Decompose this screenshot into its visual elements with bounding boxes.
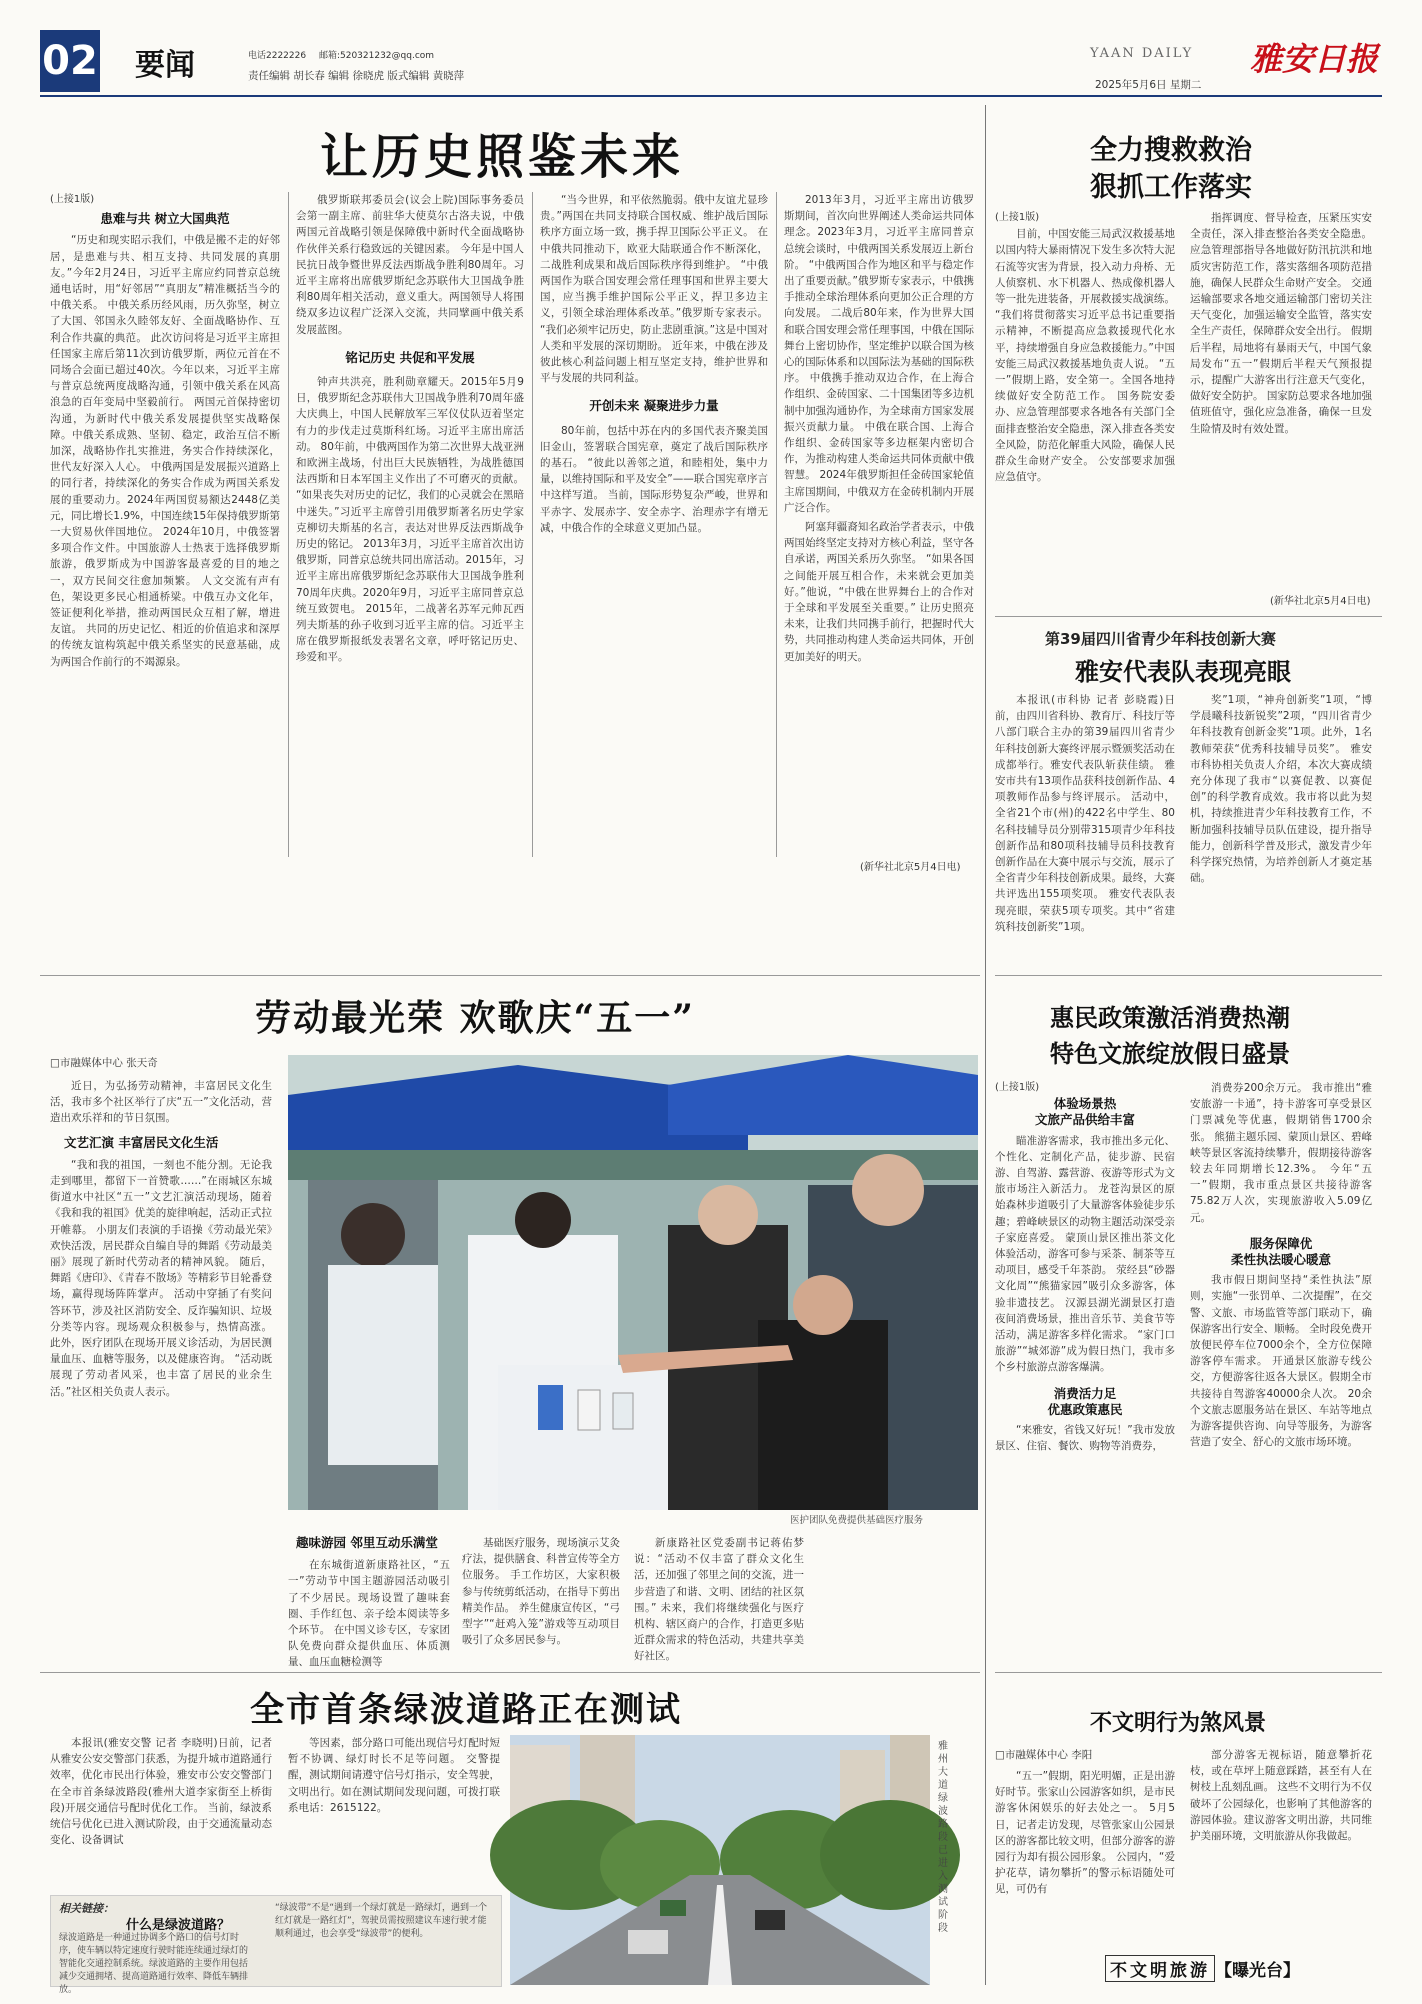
- footer-tag-bracket: 【曝光台】: [1215, 1960, 1300, 1981]
- page-number-box: 02: [40, 30, 100, 92]
- article3-col2: [1190, 692, 1372, 962]
- contact-line: [248, 48, 434, 61]
- article4-col2-text: 在东城街道新康路社区，“五一”劳动节中国主题游园活动吸引了不少居民。现场设置了趣味套圈、手作红包、亲子绘本阅读等多个环节。 在中国义诊专区，专家团队免费向群众提供血压、体质测量、血压血糖检测等: [288, 1559, 450, 1669]
- article7-col2-text: 部分游客无视标语，随意攀折花枝，或在草坪上随意踩踏，甚至有人在树枝上乱刻乱画。 这些不文明行为不仅破坏了公园绿化，也影响了其他游客的游园体验。建议游客文明出游，共同维护美丽环境，文明旅游从你我做起。: [1190, 1749, 1372, 1843]
- article2-col1: [995, 210, 1175, 605]
- article4-sub2: 趣味游园 邻里互动乐满堂: [296, 1535, 438, 1550]
- divider: [995, 616, 1382, 617]
- editors-line: 责任编辑 胡长春 编辑 徐晓虎 版式编辑 黄晓萍: [248, 70, 465, 82]
- article1-col1: [50, 192, 280, 857]
- article7-title: 不文明行为煞风景: [1090, 1710, 1267, 1736]
- article1-col3: [540, 192, 768, 857]
- article5-col2-top: 消费券200余万元。 我市推出“雅安旅游一卡通”，持卡游客可享受景区门票减免等优惠，假期销售1700余张。 熊猫主题乐园、蒙顶山景区、碧峰峡等景区客流持续攀升，假期接待游客较去年同期增长12.3%。 今年“五一”假期，我市重点景区共接待游客75.82万人次，实现旅游收入5.09亿元。: [1190, 1082, 1372, 1224]
- article3-overline: 第39届四川省青少年科技创新大赛: [1045, 630, 1276, 648]
- brand-logo: 雅安日报: [1250, 40, 1379, 78]
- article7-col1-text: “五一”假期，阳光明媚，正是出游好时节。张家山公园游客如织，是市民游客休闲娱乐的好去处之一。 5月5日，记者走访发现，尽管张家山公园景区的游客都比较文明，但部分游客的游园行为却有损公园形象。 公园内，“爱护花草，请勿攀折”的警示标语随处可见，可仍有: [995, 1770, 1175, 1896]
- article6-title: 全市首条绿波道路正在测试: [250, 1690, 682, 1730]
- divider: [532, 192, 533, 857]
- section-name: 要闻: [135, 48, 195, 83]
- article6-col2: [288, 1735, 500, 1885]
- divider: [40, 1672, 980, 1673]
- article4-col3-text: 基础医疗服务，现场演示艾灸疗法，提供膳食、科普宣传等全方位服务。 手工作坊区，大家积极参与传统剪纸活动，在指导下剪出精美作品。 养生健康宣传区，“弓型字”“赶鸡入笼”游戏等互动项目吸引了众多居民参与。: [462, 1537, 620, 1647]
- article7-byline: □市融媒体中心 李阳: [995, 1749, 1093, 1761]
- divider: [995, 975, 1382, 976]
- article4-photo-caption: 医护团队免费提供基础医疗服务: [790, 1515, 924, 1526]
- related-link-text-2: “绿波带”不是“遇到一个绿灯就是一路绿灯，遇到一个红灯就是一路红灯”，驾驶员需按照建议车速行驶才能顺利通过，也会享受“绿波带”的便利。: [275, 1903, 487, 1939]
- email: 邮箱:520321232@qq.com: [318, 51, 435, 61]
- article4-col4: [634, 1535, 804, 1665]
- divider: [288, 192, 289, 857]
- article4-sub1: 文艺汇演 丰富居民文化生活: [64, 1134, 219, 1150]
- brand-en: YAAN DAILY: [1090, 46, 1194, 61]
- article1-col2: [296, 192, 524, 857]
- article2-col2-text: 指挥调度、督导检查，压紧压实安全责任，深入排查整治各类安全隐患。 应急管理部指导各地做好防汛抗洪和地质灾害防范工作，落实落细各项防范措施，确保人民群众生命财产安全。 交通运输部要求各地交通运输部门密切关注天气变化，加强运输安全监管，落实安全生产责任，保障群众安全出行。 假期后半程，局地将有暴雨天气，中国气象局发布“五一”假期后半程天气预报提示，提醒广大游客出行注意天气变化，做好安全防护。 国家防总要求各地加强值班值守，强化应急准备，确保一旦发生险情及时有效处置。: [1190, 212, 1372, 435]
- article5-sub2b: 优惠政策惠民: [1047, 1401, 1123, 1417]
- footer-column-tag: [1105, 1955, 1300, 1981]
- article1-col2-head: 铭记历史 共促和平发展: [345, 349, 475, 365]
- medical-scene-illustration: [288, 1055, 978, 1510]
- article4-col4-text: 新康路社区党委副书记蒋佑梦说：“活动不仅丰富了群众文化生活，还加强了邻里之间的交流，进一步营造了和谐、文明、团结的社区氛围。” 未来，我们将继续强化与医疗机构、辖区商户的合作，打造更多贴近群众需求的特色活动，共建共享美好社区。: [634, 1537, 804, 1663]
- article4-byline: □市融媒体中心 张天奇: [50, 1057, 158, 1069]
- green-wave-road-photo: [510, 1735, 930, 1985]
- header-date: 2025年5月6日 星期二: [1095, 79, 1202, 91]
- article2-title-1: 全力搜救救治: [1090, 135, 1252, 166]
- footer-tag-text: 不文明旅游: [1105, 1955, 1215, 1982]
- article3-col1-text: 本报讯(市科协 记者 彭晓霞)日前，由四川省科协、教育厅、科技厅等八部门联合主办的第39届四川省青少年科技创新大赛终评展示暨颁奖活动在成都举行。雅安代表队斩获佳绩。 雅安市共有13项作品获科技创新作品、4项教师作品参与终评展示。 活动中，全省21个市(州)的422名中学生、80名科技辅导员分别带315项青少年科技创新作品和80项科技辅导员科技教育创新作品在大赛中展示与交流，展示了全省青少年科技创新成果。最终，大赛共评选出155项奖项。 雅安代表队表现亮眼，荣获5项专项奖。其中“省建筑科技创新奖”1项。: [995, 694, 1175, 933]
- article6-col2-text: 等因素，部分路口可能出现信号灯配时短暂不协调、绿灯时长不足等问题。 交警提醒，测试期间请遵守信号灯指示，安全驾驶，文明出行。如在测试期间发现问题，可拨打联系电话：2615122。: [288, 1737, 500, 1814]
- article5-col2-b: 我市假日期间坚持“柔性执法”原则，实施“一张罚单、二次提醒”，在交警、文旅、市场监管等部门联动下，确保游客出行安全、顺畅。 全时段免费开放便民停车位7000余个，全方位保障游客停车需求。 开通景区旅游专线公交，方便游客往返各大景区。假期全市共接待自驾游客40000余人次。 20余个文旅志愿服务站在景区、车站等地点为游客提供咨询、向导等服务，为游客营造了安全、舒心的文旅市场环境。: [1190, 1274, 1372, 1449]
- article5-col1-end: “来雅安，省钱又好玩！”我市发放景区、住宿、餐饮、购物等消费券，: [995, 1424, 1175, 1453]
- article1-col3-head: 开创未来 凝聚进步力量: [589, 398, 719, 414]
- article7-col2: [1190, 1747, 1372, 1947]
- article7-col1: [995, 1768, 1175, 1948]
- article1-col1-text: “历史和现实昭示我们，中俄是搬不走的好邻居，是患难与共、相互支持、共同发展的真朋友。”今年2月24日，习近平主席应约同普京总统通电话时，用“好邻居”“真朋友”精准概括当今的中俄关系。 中俄关系历经风雨，历久弥坚，树立了大国、邻国永久睦邻友好、全面战略协作、互利合作共赢的典范。 此次访问将是习近平主席担任国家主席后第11次到访俄罗斯，两位元首在不同场合会面已超过40次。今年以来，习近平主席与普京总统两度战略沟通，引领中俄关系在风高浪急的百年变局中坚毅前行。 两国元首保持密切沟通，为新时代中俄关系发展提供坚实战略保障。中俄关系成熟、坚韧、稳定，政治互信不断加深，战略协作扎实推进，务实合作持续深化，世代友好深入人心。 中俄两国是发展振兴道路上的同行者，持续深化的务实合作成为两国关系发展的重要动力。2024年两国贸易额达2448亿美元，同比增长1.9%，中国连续15年保持俄罗斯第一大贸易伙伴国地位。 2024年10月，中俄签署多项合作文件。中国旅游人士热衷于选择俄罗斯旅游，俄罗斯成为中国游客最喜爱的目的地之一，双方民间交往愈加频繁。 人文交流有声有色，架设更多民心相通桥梁。中俄互办文化年，签证便利化举措，推动两国民众互相了解，增进友谊。 共同的历史记忆、相近的价值追求和深厚的传统友谊构筑起中俄关系坚实的民意基础，成为两国合作前行的不竭源泉。: [50, 234, 280, 668]
- divider: [40, 975, 980, 976]
- article1-title: 让历史照鉴未来: [320, 129, 685, 185]
- article5-col1-text: 瞄准游客需求，我市推出多元化、个性化、定制化产品，徒步游、民宿游、自驾游、露营游、夜游等形式为文旅市场注入新活力。 龙苍沟景区的原始森林步道吸引了大量游客体验徒步乐趣；碧峰峡景区的动物主题活动深受亲子家庭喜爱。 蒙顶山景区推出茶文化体验活动，游客可参与采茶、制茶等互动项目，感受千年茶韵。 荥经县“砂器文化周”“熊猫家园”吸引众多游客，体验非遗技艺。 汉源县湖光湖景区打造夜间消费场景，推出音乐节、美食节等活动，满足游客多样化需求。 “家门口旅游”“城郊游”成为假日热门，我市多个乡村旅游点游客爆满。: [995, 1134, 1175, 1374]
- article5-sub1: 体验场景热: [1053, 1096, 1117, 1112]
- medical-service-photo: [288, 1055, 978, 1510]
- article2-source: (新华社北京5月4日电): [1270, 596, 1371, 607]
- road-scene-illustration: [510, 1735, 930, 1985]
- article1-col4-text-a: 2013年3月，习近平主席出访俄罗斯期间，首次向世界阐述人类命运共同体理念。2023年3月，习近平主席同普京总统会谈时，中俄两国关系发展迈上新台阶。 “中俄两国合作为地区和平与稳定作出了重要贡献。”俄罗斯专家表示，中俄携手推动全球治理体系向更加公正合理的方向发展。 二战后80年来，作为世界大国和联合国安理会常任理事国，中俄在国际舞台上密切协作，坚定维护以联合国为核心的国际体系和以国际法为基础的国际秩序。 中俄携手推动双边合作，在上海合作组织、金砖国家、二十国集团等多边机制中加强沟通协作，为全球南方国家发展振兴贡献力量。 中俄在联合国、上海合作组织、金砖国家等多边框架内密切合作，为推动构建人类命运共同体贡献中俄智慧。 2024年俄罗斯担任金砖国家轮值主席国期间，中俄双方在金砖机制内开展广泛合作。: [784, 194, 974, 514]
- article5-sub1b: 文旅产品供给丰富: [1034, 1112, 1135, 1128]
- article2-col2: [1190, 210, 1372, 590]
- article4-col1-text: “我和我的祖国，一刻也不能分割。无论我走到哪里，都留下一首赞歌……”在雨城区东城街道水中社区“五一”文艺汇演活动现场，随着《我和我的祖国》优美的旋律响起，活动正式拉开帷幕。 小朋友们表演的手语操《劳动最光荣》欢快活泼，居民群众自编自导的舞蹈《劳动最美丽》展现了新时代劳动者的精神风貌。 随后，舞蹈《唐印》、《青春不散场》等精彩节目轮番登场，赢得现场阵阵掌声。 活动中穿插了有奖问答环节，涉及社区消防安全、反诈骗知识、垃圾分类等内容。现场观众积极参与，热情高涨。 此外，医疗团队在现场开展义诊活动，为居民测量血压、血糖等服务，以及健康咨询。 “活动既展现了劳动者风采，也丰富了居民的业余生活。”社区相关负责人表示。: [50, 1158, 272, 1398]
- article1-col2-text-a: 俄罗斯联邦委员会(议会上院)国际事务委员会第一副主席、前驻华大使莫尔古洛夫说，中俄两国元首战略引领是保障俄中新时代全面战略协作伙伴关系行稳致远的关键因素。 今年是中国人民抗日战争暨世界反法西斯战争胜利80周年。习近平主席将出席俄罗斯纪念苏联伟大卫国战争胜利80周年相关活动，意义重大。两国领导人将围绕双多边议程广泛深入交流，共同擘画中俄关系发展蓝图。: [296, 194, 524, 336]
- article1-col2-text-b: 钟声共洪亮，胜利勋章耀天。2015年5月9日，俄罗斯纪念苏联伟大卫国战争胜利70周年盛大庆典上，中国人民解放军三军仪仗队迈着坚定有力的步伐走过莫斯科红场。习近平主席出席活动。 80年前，中俄两国作为第二次世界大战亚洲和欧洲主战场，付出巨大民族牺牲，为战胜德国法西斯和日本军国主义作出了不可磨灭的贡献。 “如果丧失对历史的记忆，我们的心灵就会在黑暗中迷失。”习近平主席曾引用俄罗斯著名历史学家克柳切夫斯基的名言，表达对世界反法西斯战争历史的铭记。 2013年3月，习近平主席首次出访俄罗斯，同普京总统共同出席活动。2015年，习近平主席出席俄罗斯纪念苏联伟大卫国战争胜利70周年庆典。2020年9月，习近平主席同普京总统互致贺电。 2015年，二战著名苏军元帅瓦西列夫斯基的孙子收到习近平主席的信。习近平主席在俄罗斯报纸发表署名文章，呼吁铭记历史、珍爱和平。: [296, 376, 524, 664]
- article6-photo-caption: 雅州大道绿波路段已进入测试阶段: [938, 1741, 948, 1934]
- main-vertical-divider: [985, 105, 986, 1985]
- article6-col1: [50, 1735, 272, 1885]
- article1-source: (新华社北京5月4日电): [860, 862, 961, 873]
- article1-kicker: (上接1版): [50, 194, 95, 205]
- article5-kicker: (上接1版): [995, 1082, 1040, 1093]
- article4-col3: [462, 1535, 620, 1665]
- article3-col2-text: 奖”1项，“神舟创新奖”1项，“博学晨曦科技新锐奖”2项，“四川省青少年科技教育创新金奖”1项。此外，1名教师荣获“优秀科技辅导员奖”。 雅安市科协相关负责人介绍，本次大赛成绩充分体现了我市“以赛促教、以赛促创”的科学教育成效。我市将以此为契机，持续推进青少年科技教育工作，不断加强科技辅导员队伍建设，提升指导能力，创新科学普及形式，激发青少年科学探究热情，为培养创新人才奠定基础。: [1190, 694, 1372, 885]
- article5-col1: [995, 1080, 1175, 1665]
- header-rule: [40, 95, 1382, 97]
- article5-title-1: 惠民政策激活消费热潮: [1050, 1003, 1290, 1032]
- article5-col2: [1190, 1080, 1372, 1665]
- article4-col2: [288, 1535, 450, 1669]
- article1-col3-text-a: “当今世界，和平依然脆弱。俄中友谊尤显珍贵。”两国在共同支持联合国权威、维护战后国际秩序方面立场一致，携手捍卫国际公平正义。 在中俄共同推动下，欧亚大陆联通合作不断深化，二战胜利成果和战后国际秩序得到维护。 “中俄两国作为联合国安理会常任理事国和世界主要大国，应当携手维护国际公平正义，捍卫多边主义，引领全球治理体系改革。”俄罗斯专家表示。 “我们必须牢记历史，防止悲剧重演。”这是中国对人类和平发展的深切期盼。 近年来，中俄在涉及彼此核心利益问题上相互坚定支持，维护世界和平与发展的共同利益。: [540, 194, 768, 385]
- related-link-label: 相关链接：: [59, 1902, 114, 1915]
- article2-col1-text: 目前，中国安能三局武汉救援基地以国内特大暴雨情况下发生多次特大泥石流等灾害为背景，投入动力舟桥、无人侦察机、水下机器人、热成像机器人等一批先进装备，开展救援实战演练。 “我们将贯彻落实习近平总书记重要指示精神，不断提高应急救援现代化水平，持续增强自身应急救援能力。”中国安能三局武汉救援基地负责人说。 “五一”假期上路，安全第一。全国各地持续做好安全防范工作。 国务院安委办、应急管理部要求各地各有关部门全面排查整治安全隐患，深入排查各类安全风险，防范化解重大风险，确保人民群众生命财产安全。 公安部要求加强应急值守。: [995, 228, 1175, 484]
- article1-col3-text-b: 80年前，包括中苏在内的多国代表齐聚美国旧金山，签署联合国宪章，奠定了战后国际秩序的基石。 “彼此以善邻之道，和睦相处，集中力量，以维持国际和平及安全”——联合国宪章序言中这样写道。 当前，国际形势复杂严峻，世界和平赤字、发展赤字、安全赤字、治理赤字有增无减，中俄合作的全球意义更加凸显。: [540, 424, 768, 534]
- article5-sub3: 服务保障优: [1249, 1235, 1313, 1251]
- article1-col4-text-b: 阿塞拜疆裔知名政治学者表示，中俄两国始终坚定支持对方核心利益，坚守各自承诺，两国关系历久弥坚。 “如果各国之间能开展互相合作，未来就会更加美好。”他说，“中俄在世界舞台上的合作对于全球和平发展至关重要。” 让历史照亮未来，让我们共同携手前行，把握时代大势，共同推动构建人类命运共同体，开创更加美好的明天。: [784, 521, 974, 663]
- article3-title: 雅安代表队表现亮眼: [1075, 657, 1291, 686]
- article4-intro: 近日，为弘扬劳动精神，丰富居民文化生活，我市多个社区举行了庆“五一”文化活动，营造出欢乐祥和的节日氛围。: [50, 1080, 272, 1125]
- article2-title-2: 狠抓工作落实: [1090, 172, 1252, 203]
- article2-kicker: (上接1版): [995, 212, 1040, 223]
- phone: 电话2222226: [248, 51, 307, 61]
- related-link-text: 绿波道路是一种通过协调多个路口的信号灯时序，使车辆以特定速度行驶时能连续通过绿灯的智能化交通控制系统。绿波道路的主要作用包括减少交通拥堵、提高道路通行效率、降低车辆排放。: [59, 1933, 249, 1995]
- article4-title: 劳动最光荣 欢歌庆“五一”: [255, 997, 695, 1039]
- article4-col1: [50, 1078, 272, 1623]
- divider: [995, 1672, 1382, 1673]
- article5-sub2: 消费活力足: [1053, 1385, 1117, 1401]
- article1-col4: [784, 192, 974, 857]
- article5-title-2: 特色文旅绽放假日盛景: [1050, 1039, 1290, 1068]
- related-link-question: 什么是绿波道路？: [126, 1918, 231, 1933]
- related-link-box: [50, 1895, 502, 1995]
- article5-sub3b: 柔性执法暖心暖意: [1230, 1252, 1331, 1268]
- divider: [776, 192, 777, 857]
- article1-lead: 患难与共 树立大国典范: [100, 211, 230, 227]
- article3-col1: [995, 692, 1175, 962]
- article6-col1-text: 本报讯(雅安交警 记者 李晓明)日前，记者从雅安公安交警部门获悉，为提升城市道路通行效率，优化市民出行体验，雅安市公安交警部门在全市首条绿波路段(雅州大道李家街至上桥街段)开展交通信号配时优化工作。 当前，绿波系统信号优化已进入测试阶段，由于交通流量动态变化、设备调试: [50, 1737, 272, 1847]
